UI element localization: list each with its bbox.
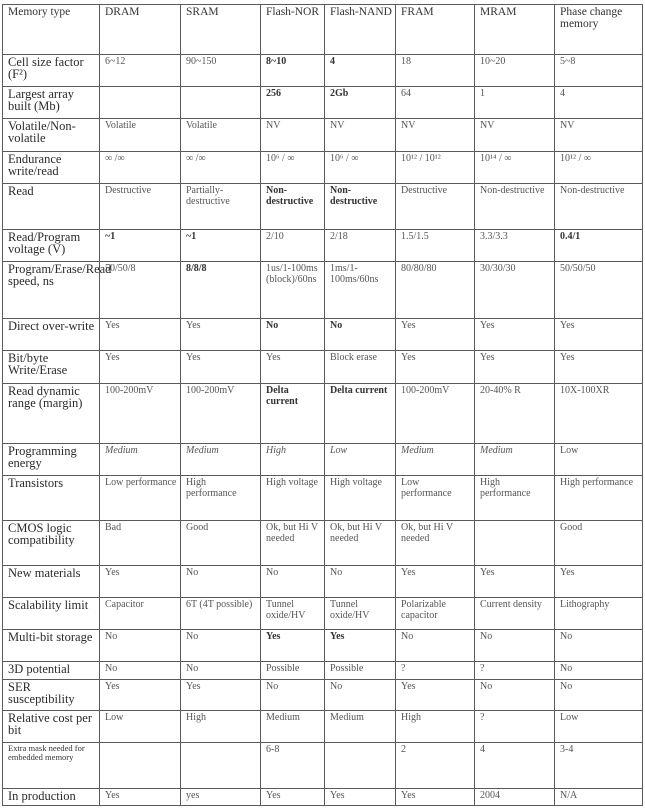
table-cell: Yes: [181, 319, 261, 351]
row-label: Relative cost per bit: [3, 711, 100, 743]
table-cell: [325, 743, 396, 789]
table-cell: Yes: [100, 679, 181, 710]
table-cell: Yes: [396, 679, 475, 710]
table-cell: 2/18: [325, 229, 396, 261]
table-cell: No: [325, 679, 396, 710]
table-cell: 1.5/1.5: [396, 229, 475, 261]
table-cell: yes: [181, 789, 261, 806]
table-cell: 256: [261, 87, 325, 119]
table-cell: No: [181, 565, 261, 597]
table-cell: High performance: [475, 476, 555, 521]
table-cell: ∞ /∞: [100, 151, 181, 183]
table-row: [3, 54, 643, 86]
table-cell: 10~20: [475, 54, 555, 86]
column-header: Flash-NAND: [325, 5, 396, 55]
row-label: Programming energy: [3, 443, 100, 475]
row-label: Scalability limit: [3, 597, 100, 629]
table-cell: High voltage: [325, 476, 396, 521]
table-cell: Medium: [100, 443, 181, 475]
table-cell: Yes: [396, 565, 475, 597]
table-cell: Non-destructive: [475, 183, 555, 229]
column-header: Phase change memory: [555, 5, 643, 55]
table-cell: 3-4: [555, 743, 643, 789]
table-cell: ?: [396, 662, 475, 680]
table-cell: 6~12: [100, 54, 181, 86]
table-cell: Destructive: [100, 183, 181, 229]
row-label: Extra mask needed for embedded memory: [3, 743, 100, 789]
table-cell: Possible: [261, 662, 325, 680]
row-label: Program/Erase/Read speed, ns: [3, 261, 100, 318]
table-row: [3, 119, 643, 151]
table-cell: 1us/1-100ms (block)/60ns: [261, 261, 325, 318]
column-header: MRAM: [475, 5, 555, 55]
table-cell: Non-destructive: [261, 183, 325, 229]
table-cell: 10⁶ / ∞: [325, 151, 396, 183]
table-cell: 0.4/1: [555, 229, 643, 261]
table-cell: Yes: [396, 351, 475, 383]
table-row: [3, 789, 643, 806]
table-row: [3, 261, 643, 318]
row-label: Direct over-write: [3, 319, 100, 351]
table-cell: 3.3/3.3: [475, 229, 555, 261]
table-cell: Ok, but Hi V needed: [396, 520, 475, 565]
table-cell: 10⁶ / ∞: [261, 151, 325, 183]
table-cell: 6T (4T possible): [181, 597, 261, 629]
table-cell: Medium: [396, 443, 475, 475]
table-cell: Yes: [475, 319, 555, 351]
column-header: DRAM: [100, 5, 181, 55]
table-cell: 50/50/8: [100, 261, 181, 318]
table-cell: 10¹² / 10¹²: [396, 151, 475, 183]
table-cell: Yes: [261, 630, 325, 662]
table-cell: Medium: [475, 443, 555, 475]
table-cell: NV: [475, 119, 555, 151]
table-row: [3, 743, 643, 789]
table-cell: Yes: [261, 789, 325, 806]
table-cell: 2: [396, 743, 475, 789]
table-cell: 2/10: [261, 229, 325, 261]
table-cell: Yes: [325, 630, 396, 662]
table-cell: Non-destructive: [325, 183, 396, 229]
table-cell: Partially-destructive: [181, 183, 261, 229]
table-row: [3, 183, 643, 229]
table-cell: No: [325, 319, 396, 351]
table-cell: 100-200mV: [100, 383, 181, 443]
table-cell: No: [261, 565, 325, 597]
column-header: Flash-NOR: [261, 5, 325, 55]
table-cell: 10¹⁴ / ∞: [475, 151, 555, 183]
table-cell: Yes: [396, 319, 475, 351]
table-cell: 18: [396, 54, 475, 86]
table-row: [3, 229, 643, 261]
table-cell: Yes: [396, 789, 475, 806]
table-cell: 80/80/80: [396, 261, 475, 318]
row-label: Read dynamic range (margin): [3, 383, 100, 443]
table-cell: Low: [555, 443, 643, 475]
table-cell: 8~10: [261, 54, 325, 86]
table-cell: No: [325, 565, 396, 597]
table-cell: Yes: [181, 351, 261, 383]
table-cell: Ok, but Hi V needed: [325, 520, 396, 565]
table-cell: Low: [100, 711, 181, 743]
table-cell: High voltage: [261, 476, 325, 521]
column-header: FRAM: [396, 5, 475, 55]
table-cell: Yes: [100, 319, 181, 351]
row-label: Multi-bit storage: [3, 630, 100, 662]
table-cell: 2004: [475, 789, 555, 806]
row-label: 3D potential: [3, 662, 100, 680]
table-row: [3, 679, 643, 710]
table-cell: N/A: [555, 789, 643, 806]
table-cell: Non-destructive: [555, 183, 643, 229]
table-cell: 2Gb: [325, 87, 396, 119]
table-cell: Medium: [325, 711, 396, 743]
table-cell: [100, 743, 181, 789]
table-cell: Polarizable capacitor: [396, 597, 475, 629]
table-cell: Capacitor: [100, 597, 181, 629]
table-cell: No: [396, 630, 475, 662]
table-cell: 90~150: [181, 54, 261, 86]
table-cell: 10¹² / ∞: [555, 151, 643, 183]
table-cell: Volatile: [181, 119, 261, 151]
table-cell: Bad: [100, 520, 181, 565]
table-cell: 4: [475, 743, 555, 789]
table-cell: Medium: [261, 711, 325, 743]
table-row: [3, 630, 643, 662]
memory-comparison-document: [2, 4, 642, 806]
table-row: [3, 565, 643, 597]
row-label: Largest array built (Mb): [3, 87, 100, 119]
table-cell: Yes: [555, 565, 643, 597]
column-header: Memory type: [3, 5, 100, 55]
table-row: [3, 597, 643, 629]
table-cell: Current density: [475, 597, 555, 629]
table-cell: Volatile: [100, 119, 181, 151]
table-cell: ~1: [100, 229, 181, 261]
row-label: CMOS logic compatibility: [3, 520, 100, 565]
table-cell: High: [181, 711, 261, 743]
table-cell: No: [475, 630, 555, 662]
table-cell: 1: [475, 87, 555, 119]
table-row: [3, 87, 643, 119]
table-cell: Lithography: [555, 597, 643, 629]
row-label: New materials: [3, 565, 100, 597]
row-label: SER susceptibility: [3, 679, 100, 710]
table-cell: High: [261, 443, 325, 475]
table-cell: Yes: [475, 351, 555, 383]
table-cell: Delta current: [325, 383, 396, 443]
table-cell: No: [555, 662, 643, 680]
row-label: Read: [3, 183, 100, 229]
table-cell: NV: [261, 119, 325, 151]
table-cell: Yes: [555, 351, 643, 383]
table-cell: 20-40% R: [475, 383, 555, 443]
table-cell: High performance: [555, 476, 643, 521]
table-cell: Yes: [100, 789, 181, 806]
table-cell: 10X-100XR: [555, 383, 643, 443]
table-cell: Ok, but Hi V needed: [261, 520, 325, 565]
table-cell: No: [261, 319, 325, 351]
table-cell: 100-200mV: [181, 383, 261, 443]
table-cell: 64: [396, 87, 475, 119]
table-row: [3, 711, 643, 743]
table-cell: Yes: [555, 319, 643, 351]
table-cell: Yes: [100, 565, 181, 597]
table-row: [3, 319, 643, 351]
column-header: SRAM: [181, 5, 261, 55]
table-cell: Yes: [325, 789, 396, 806]
table-cell: 100-200mV: [396, 383, 475, 443]
row-label: Volatile/Non-volatile: [3, 119, 100, 151]
table-cell: ?: [475, 711, 555, 743]
table-cell: NV: [325, 119, 396, 151]
table-cell: No: [261, 679, 325, 710]
table-row: [3, 443, 643, 475]
row-label: Transistors: [3, 476, 100, 521]
table-cell: No: [181, 630, 261, 662]
table-cell: NV: [555, 119, 643, 151]
table-cell: ~1: [181, 229, 261, 261]
row-label: Cell size factor (F²): [3, 54, 100, 86]
table-cell: Yes: [261, 351, 325, 383]
table-cell: Low performance: [396, 476, 475, 521]
table-cell: NV: [396, 119, 475, 151]
table-cell: High: [396, 711, 475, 743]
table-cell: [475, 520, 555, 565]
table-cell: High performance: [181, 476, 261, 521]
table-row: [3, 662, 643, 680]
table-cell: Low performance: [100, 476, 181, 521]
table-cell: No: [555, 630, 643, 662]
table-row: [3, 520, 643, 565]
memory-comparison-table: [2, 4, 643, 806]
table-cell: 6-8: [261, 743, 325, 789]
table-row: [3, 476, 643, 521]
table-cell: Low: [325, 443, 396, 475]
table-cell: 5~8: [555, 54, 643, 86]
table-cell: No: [100, 662, 181, 680]
row-label: In production: [3, 789, 100, 806]
row-label: Bit/byte Write/Erase: [3, 351, 100, 383]
table-cell: 4: [555, 87, 643, 119]
table-cell: 30/30/30: [475, 261, 555, 318]
row-label: Endurance write/read: [3, 151, 100, 183]
row-label: Read/Program voltage (V): [3, 229, 100, 261]
table-cell: Yes: [181, 679, 261, 710]
table-cell: Tunnel oxide/HV: [261, 597, 325, 629]
table-row: [3, 151, 643, 183]
table-cell: No: [181, 662, 261, 680]
table-cell: 4: [325, 54, 396, 86]
table-cell: Block erase: [325, 351, 396, 383]
table-cell: [100, 87, 181, 119]
table-cell: 1ms/1-100ms/60ns: [325, 261, 396, 318]
table-cell: Yes: [475, 565, 555, 597]
table-cell: Yes: [100, 351, 181, 383]
header-row: [3, 5, 643, 55]
table-cell: Possible: [325, 662, 396, 680]
table-cell: Good: [181, 520, 261, 565]
table-row: [3, 383, 643, 443]
table-cell: Good: [555, 520, 643, 565]
table-cell: Low: [555, 711, 643, 743]
table-cell: ∞ /∞: [181, 151, 261, 183]
table-cell: 8/8/8: [181, 261, 261, 318]
table-cell: ?: [475, 662, 555, 680]
table-cell: Tunnel oxide/HV: [325, 597, 396, 629]
table-cell: [181, 743, 261, 789]
table-cell: 50/50/50: [555, 261, 643, 318]
table-cell: Delta current: [261, 383, 325, 443]
table-cell: No: [555, 679, 643, 710]
table-cell: Destructive: [396, 183, 475, 229]
table-row: [3, 351, 643, 383]
table-cell: No: [100, 630, 181, 662]
table-cell: [181, 87, 261, 119]
table-cell: No: [475, 679, 555, 710]
table-cell: Medium: [181, 443, 261, 475]
